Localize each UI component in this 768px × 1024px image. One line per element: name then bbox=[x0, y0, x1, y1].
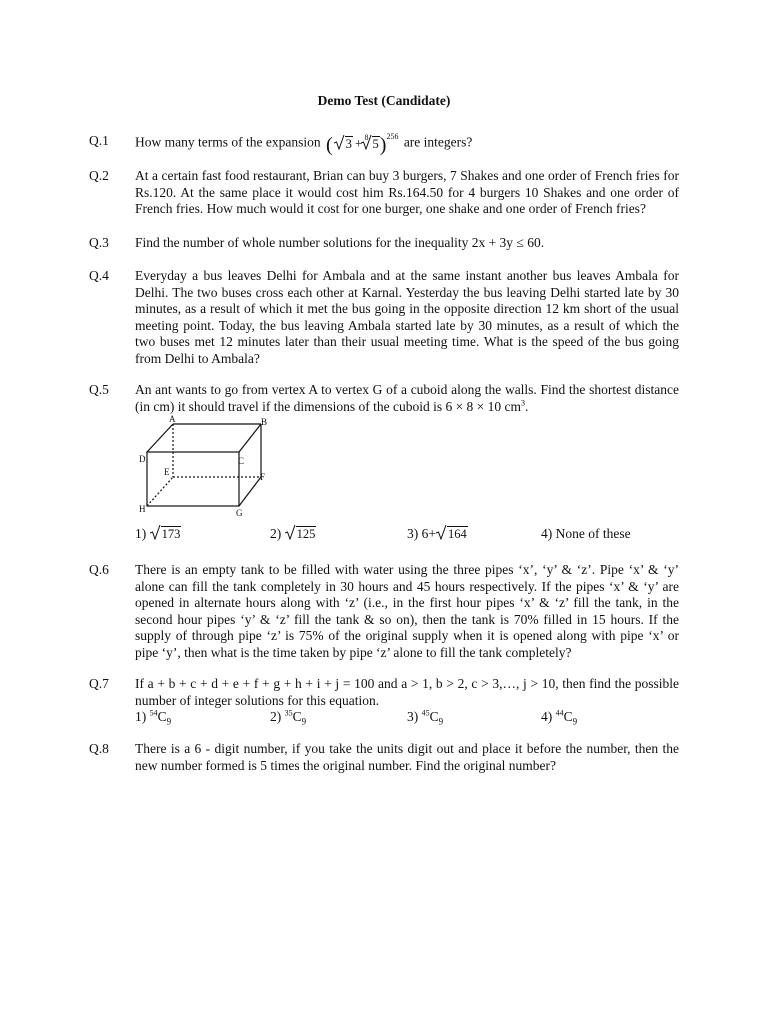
question-text-after: are integers? bbox=[403, 134, 473, 150]
question-text: Find the number of whole number solutions for the inequality 2x + 3y ≤ 60. bbox=[135, 235, 545, 250]
question-number: Q.5 bbox=[89, 382, 109, 397]
question-7 bbox=[89, 676, 679, 709]
option-number: 2) bbox=[270, 709, 282, 724]
question-text bbox=[135, 382, 679, 415]
question-number: Q.3 bbox=[89, 235, 109, 250]
unit-superscript: 3 bbox=[521, 398, 526, 407]
question-2 bbox=[89, 168, 679, 218]
radical-sign-icon bbox=[150, 524, 161, 540]
question-6 bbox=[89, 562, 679, 661]
vertex-label-c: C bbox=[238, 456, 245, 466]
radical-sign-icon bbox=[285, 524, 296, 540]
question-text: Everyday a bus leaves Delhi for Ambala and at the same instant another bus leaves Ambala for Delhi. The two buses cross each other at Karnal. Yesterday the bus leaving Delhi started late by 30 minutes, as a result of which it met the bus going in the opposite direction 12 km short of the usual meeting point. Today, the bus leaving Ambala started late by 30 minutes, as a result of which the two buses met 12 minutes later than their usual meeting time. What is the speed of the bus going from Delhi to Ambala? bbox=[135, 268, 679, 366]
question-text-end: . bbox=[525, 398, 529, 414]
option-number: 1) bbox=[135, 709, 147, 724]
radical-expression bbox=[436, 526, 468, 543]
vertex-label-h: H bbox=[139, 504, 146, 514]
option-number: 2) bbox=[270, 526, 282, 541]
question-text-main: An ant wants to go from vertex A to vertex G of a cuboid along the walls. Find the shortest distance (in cm) it should travel if the dimensions of the cuboid is 6 × 8 × 10 cm bbox=[135, 382, 679, 414]
vertex-label-d: D bbox=[139, 454, 146, 464]
radicand: 173 bbox=[161, 527, 181, 541]
cuboid-front-face bbox=[147, 452, 239, 506]
question-number: Q.8 bbox=[89, 741, 109, 756]
option-pre-sup: 45 bbox=[421, 708, 430, 718]
question-5-options bbox=[135, 526, 695, 544]
radical-expression bbox=[285, 526, 317, 543]
radicand: 164 bbox=[448, 527, 467, 541]
option-4[interactable] bbox=[541, 709, 577, 726]
option-sub: 9 bbox=[572, 716, 578, 727]
option-text: None of these bbox=[555, 526, 631, 541]
option-number: 1) bbox=[135, 526, 147, 541]
question-7-options bbox=[135, 709, 695, 727]
option-3[interactable] bbox=[407, 709, 443, 726]
question-text: If a + b + c + d + e + f + g + h + i + j = 100 and a > 1, b > 2, c > 3,…, j > 10, then find the possible number of integer solutions for this equation. bbox=[135, 676, 679, 708]
option-number: 3) bbox=[407, 709, 419, 724]
question-number: Q.7 bbox=[89, 676, 109, 691]
question-number: Q.4 bbox=[89, 268, 109, 283]
question-text: There is an empty tank to be filled with water using the three pipes ‘x’, ‘y’ & ‘z’. Pipe ‘x’ & ‘y’ alone can fill the tank completely in 30 hours and 45 hours respectively. If the pipes ‘x’ & ‘y’ are opened in alternate hours along with ‘z’ (i.e., in the first hour pipes ‘x’ & ‘z’ fill the tank, in the second hour pipes ‘y’ & ‘z’ fill the tank & so on), then the tank is 70% filled in 15 hours. If the supply of through pipe ‘z’ is 75% of the original supply when it is opened along with pipe ‘x’ or pipe ‘y’, then what is the time taken by pipe ‘z’ alone to fill the tank completely? bbox=[135, 562, 679, 660]
root-index: 8 bbox=[364, 133, 369, 142]
option-base: C bbox=[292, 709, 302, 724]
radical-sign-icon bbox=[436, 524, 447, 540]
radicand: 5 bbox=[372, 137, 379, 151]
vertex-label-g: G bbox=[236, 508, 243, 518]
option-number: 3) bbox=[407, 526, 419, 541]
exponent: 256 bbox=[386, 132, 399, 141]
page-title: Demo Test (Candidate) bbox=[317, 93, 451, 108]
question-text-before: How many terms of the expansion bbox=[135, 134, 321, 150]
question-number: Q.1 bbox=[89, 133, 109, 148]
option-base: C bbox=[429, 709, 439, 724]
question-number: Q.6 bbox=[89, 562, 109, 577]
plus-sign: + bbox=[354, 136, 363, 151]
question-text: There is a 6 - digit number, if you take the units digit out and place it before the number, then the new number formed is 5 times the original number. Find the original number? bbox=[135, 741, 679, 773]
radicand: 3 bbox=[345, 137, 352, 151]
option-2[interactable] bbox=[270, 526, 316, 543]
option-number: 4) bbox=[541, 709, 553, 724]
vertex-label-b: B bbox=[261, 417, 268, 427]
question-text: At a certain fast food restaurant, Brian can buy 3 burgers, 7 Shakes and one order of French fries for Rs.120. At the same place it would cost him Rs.164.50 for 4 burgers 10 Shakes and one order of French fries. How much would it cost for one burger, one shake and one order of French fries? bbox=[135, 168, 679, 216]
option-prefix: 6+ bbox=[421, 526, 436, 541]
option-base: C bbox=[563, 709, 573, 724]
question-number: Q.2 bbox=[89, 168, 109, 183]
option-pre-sup: 35 bbox=[284, 708, 293, 718]
option-sub: 9 bbox=[438, 716, 444, 727]
option-4[interactable] bbox=[541, 526, 631, 543]
option-sub: 9 bbox=[301, 716, 307, 727]
question-text bbox=[135, 133, 679, 154]
vertex-label-a: A bbox=[169, 414, 176, 424]
option-3[interactable] bbox=[407, 526, 468, 543]
option-sub: 9 bbox=[166, 716, 172, 727]
question-4 bbox=[89, 268, 679, 367]
option-2[interactable] bbox=[270, 709, 306, 726]
vertex-label-e: E bbox=[164, 467, 170, 477]
option-1[interactable] bbox=[135, 709, 171, 726]
radicand: 125 bbox=[296, 527, 316, 541]
option-pre-sup: 44 bbox=[555, 708, 564, 718]
question-8 bbox=[89, 741, 679, 774]
question-1 bbox=[89, 133, 679, 154]
option-pre-sup: 54 bbox=[149, 708, 158, 718]
radical-expression bbox=[150, 526, 182, 543]
question-5 bbox=[89, 382, 679, 415]
option-1[interactable] bbox=[135, 526, 181, 543]
option-base: C bbox=[157, 709, 167, 724]
question-3 bbox=[89, 235, 679, 252]
vertex-label-f: F bbox=[260, 472, 266, 482]
cuboid-figure bbox=[135, 414, 275, 520]
expansion-expression: ( 3 + $^8$ 5)$^{256}$ bbox=[325, 132, 399, 156]
option-number: 4) bbox=[541, 526, 553, 541]
